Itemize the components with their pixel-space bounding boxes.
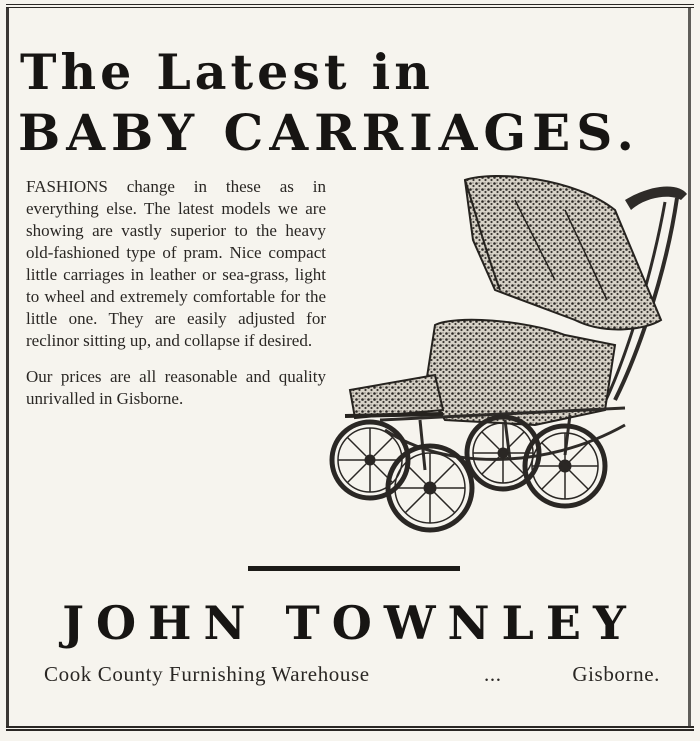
divider-rule: [248, 566, 460, 571]
border-bottom: [6, 726, 694, 731]
tagline-separator: ...: [484, 662, 502, 686]
business-name: Cook County Furnishing Warehouse: [44, 662, 370, 686]
baby-carriage-icon: [325, 170, 695, 540]
headline-line-2: BABY CARRIAGES.: [18, 103, 640, 162]
address-line: [44, 664, 660, 685]
advert-body: [26, 176, 326, 410]
town-name: Gisborne.: [572, 662, 660, 686]
body-paragraph-1: FASHIONS change in these as in everything else. The latest models we are showing are vastly superior to the heavy old-fashioned type of pram. Nice compact little carriages in leather or sea-grass, light to wheel and extremely comfortable for the little one. They are easily adjusted for reclinor sitting up, and collapse if desired.: [26, 177, 326, 350]
headline-line-1: The Latest in: [20, 43, 434, 101]
body-paragraph-2: Our prices are all reasonable and quality unrivalled in Gisborne.: [26, 367, 326, 408]
merchant-name: JOHN TOWNLEY: [62, 596, 638, 650]
border-top: [6, 4, 694, 8]
